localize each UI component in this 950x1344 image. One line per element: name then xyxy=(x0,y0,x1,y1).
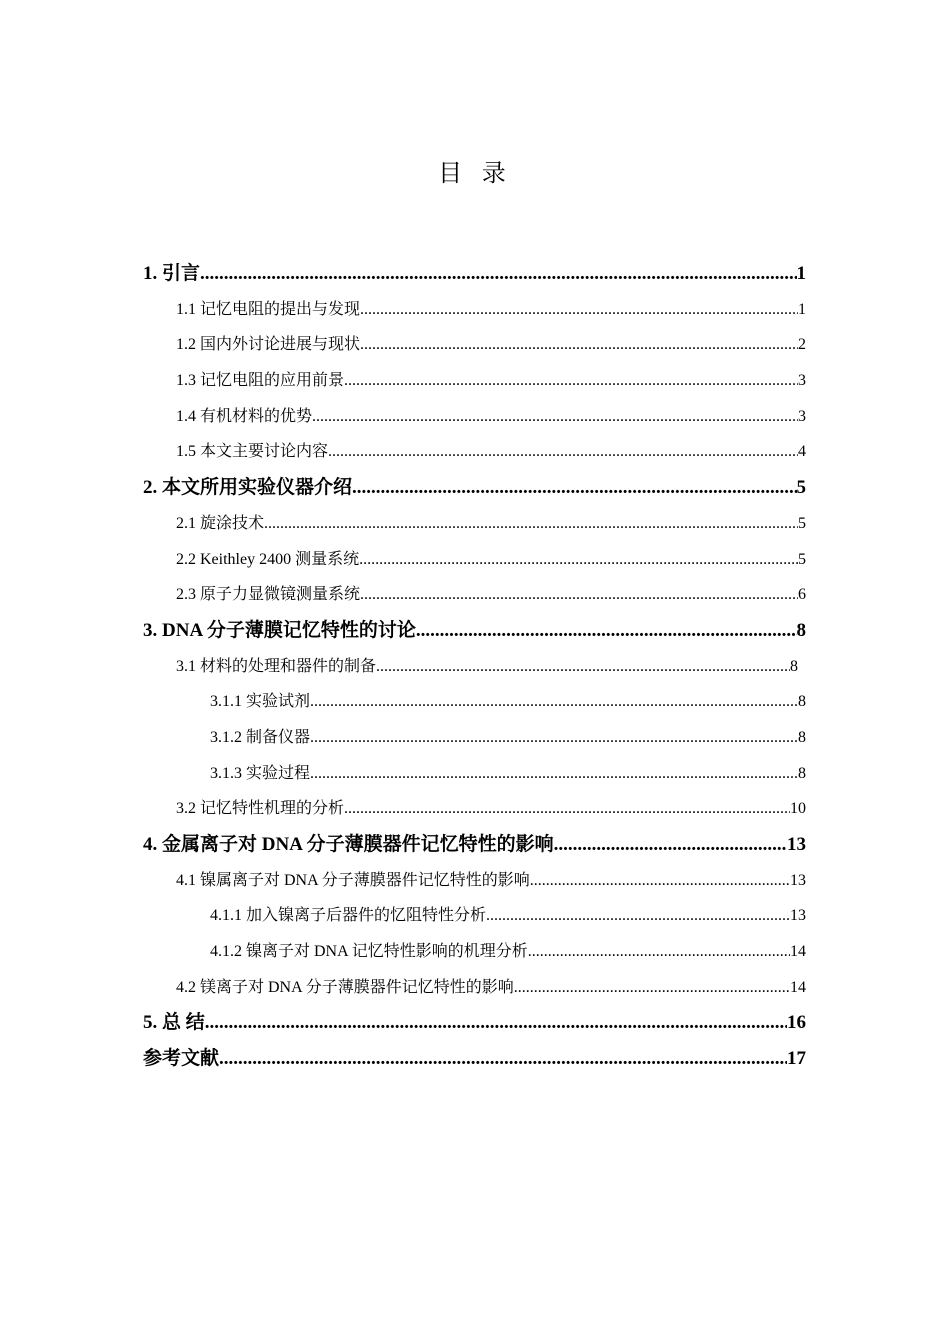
toc-entry-page: 14 xyxy=(790,943,806,961)
toc-entry-page: 8 xyxy=(796,619,806,641)
toc-entry-page: 1 xyxy=(796,263,806,284)
toc-entry[interactable] xyxy=(143,863,806,899)
toc-entry-page: 3 xyxy=(798,407,806,425)
toc-entry-page: 5 xyxy=(796,477,806,499)
toc-leader-dots xyxy=(530,863,790,899)
toc-leader-dots xyxy=(205,1005,787,1041)
toc-entry-page: 4 xyxy=(798,443,806,461)
toc-leader-dots xyxy=(200,256,796,292)
toc-entry[interactable] xyxy=(143,363,806,399)
toc-entry[interactable] xyxy=(143,684,806,720)
toc-leader-dots xyxy=(514,970,790,1006)
toc-entry-page: 10 xyxy=(790,800,806,818)
toc-leader-dots xyxy=(554,827,787,863)
toc-entry[interactable] xyxy=(143,434,806,470)
toc-leader-dots xyxy=(328,434,798,470)
toc-leader-dots xyxy=(352,470,796,506)
toc-entry-page: 8 xyxy=(798,728,806,746)
toc-entry-label: 4.1 镍属离子对 DNA 分子薄膜器件记忆特性的影响 xyxy=(176,871,530,889)
toc-entry-label: 3.2 记忆特性机理的分析 xyxy=(176,800,345,818)
toc-leader-dots xyxy=(528,934,790,970)
toc-entry-label: 1.1 记忆电阻的提出与发现 xyxy=(176,300,361,318)
toc-leader-dots xyxy=(219,1041,787,1077)
toc-entry-label: 1.4 有机材料的优势 xyxy=(176,407,313,425)
toc-leader-dots xyxy=(264,506,798,542)
toc-entry[interactable] xyxy=(143,506,806,542)
toc-entry[interactable] xyxy=(143,898,806,934)
toc-entry-label: 2.1 旋涂技术 xyxy=(176,514,265,532)
toc-entry-label: 1.3 记忆电阻的应用前景 xyxy=(176,372,345,390)
toc-entry[interactable] xyxy=(143,756,806,792)
table-of-contents xyxy=(143,256,806,1077)
toc-entry-page: 8 xyxy=(798,693,806,711)
toc-entry-label: 4.1.2 镍离子对 DNA 记忆特性影响的机理分析 xyxy=(210,943,528,961)
toc-entry-label: 3.1 材料的处理和器件的制备 xyxy=(176,657,377,675)
toc-entry-label: 1.2 国内外讨论进展与现状 xyxy=(176,336,361,354)
toc-entry[interactable] xyxy=(143,577,806,613)
toc-leader-dots xyxy=(360,292,798,328)
toc-entry-label: 2.3 原子力显微镜测量系统 xyxy=(176,586,361,604)
toc-entry[interactable] xyxy=(143,1041,806,1077)
toc-entry-label: 3.1.3 实验过程 xyxy=(210,764,311,782)
toc-entry-page: 8 xyxy=(798,764,806,782)
toc-entry-label: 1. 引言 xyxy=(143,263,201,284)
toc-leader-dots xyxy=(344,791,790,827)
toc-entry[interactable] xyxy=(143,934,806,970)
toc-entry[interactable] xyxy=(143,791,806,827)
toc-entry-page: 13 xyxy=(787,834,806,855)
toc-entry-label: 4.1.1 加入镍离子后器件的忆阻特性分析 xyxy=(210,907,487,925)
toc-entry-label: 5. 总 结 xyxy=(143,1012,205,1034)
toc-leader-dots xyxy=(359,542,798,578)
toc-leader-dots xyxy=(486,898,790,934)
toc-leader-dots xyxy=(310,756,798,792)
toc-leader-dots xyxy=(360,577,798,613)
toc-leader-dots xyxy=(312,399,798,435)
toc-entry-page: 13 xyxy=(790,871,806,889)
page-title: 目 录 xyxy=(438,159,512,187)
toc-leader-dots xyxy=(344,363,798,399)
toc-entry-label: 4. 金属离子对 DNA 分子薄膜器件记忆特性的影响 xyxy=(143,834,554,855)
toc-entry-page: 1 xyxy=(798,300,806,318)
toc-entry[interactable] xyxy=(143,399,806,435)
toc-leader-dots xyxy=(376,649,790,685)
toc-entry-label: 2.2 Keithley 2400 测量系统 xyxy=(176,550,360,568)
toc-entry-label: 3. DNA 分子薄膜记忆特性的讨论 xyxy=(143,619,416,641)
toc-entry-page: 5 xyxy=(798,550,806,568)
toc-entry-label: 3.1.1 实验试剂 xyxy=(210,693,311,711)
toc-leader-dots xyxy=(416,613,797,649)
toc-entry[interactable] xyxy=(143,649,806,685)
toc-entry-page: 2 xyxy=(798,336,806,354)
toc-entry[interactable] xyxy=(143,470,806,506)
toc-entry-page: 17 xyxy=(787,1048,806,1070)
toc-entry[interactable] xyxy=(143,292,806,328)
toc-entry[interactable] xyxy=(143,720,806,756)
toc-entry-label: 4.2 镁离子对 DNA 分子薄膜器件记忆特性的影响 xyxy=(176,978,514,996)
toc-entry-page: 14 xyxy=(790,978,806,996)
toc-leader-dots xyxy=(360,327,798,363)
toc-entry-page: 3 xyxy=(798,372,806,390)
toc-entry-label: 2. 本文所用实验仪器介绍 xyxy=(143,477,353,499)
toc-entry[interactable] xyxy=(143,613,806,649)
toc-entry[interactable] xyxy=(143,327,806,363)
toc-entry-label: 1.5 本文主要讨论内容 xyxy=(176,443,329,461)
toc-leader-dots xyxy=(310,684,798,720)
toc-entry-page: 16 xyxy=(787,1012,806,1034)
toc-entry[interactable] xyxy=(143,827,806,863)
toc-entry-label: 参考文献 xyxy=(143,1048,220,1070)
toc-entry-page: 5 xyxy=(798,514,806,532)
toc-entry[interactable] xyxy=(143,1005,806,1041)
toc-entry[interactable] xyxy=(143,542,806,578)
toc-entry-page: 6 xyxy=(798,586,806,604)
toc-entry-label: 3.1.2 制备仪器 xyxy=(210,728,311,746)
toc-entry[interactable] xyxy=(143,256,806,292)
toc-entry[interactable] xyxy=(143,970,806,1006)
toc-leader-dots xyxy=(310,720,798,756)
toc-entry-page: 8 xyxy=(790,657,798,675)
toc-entry-page: 13 xyxy=(790,907,806,925)
